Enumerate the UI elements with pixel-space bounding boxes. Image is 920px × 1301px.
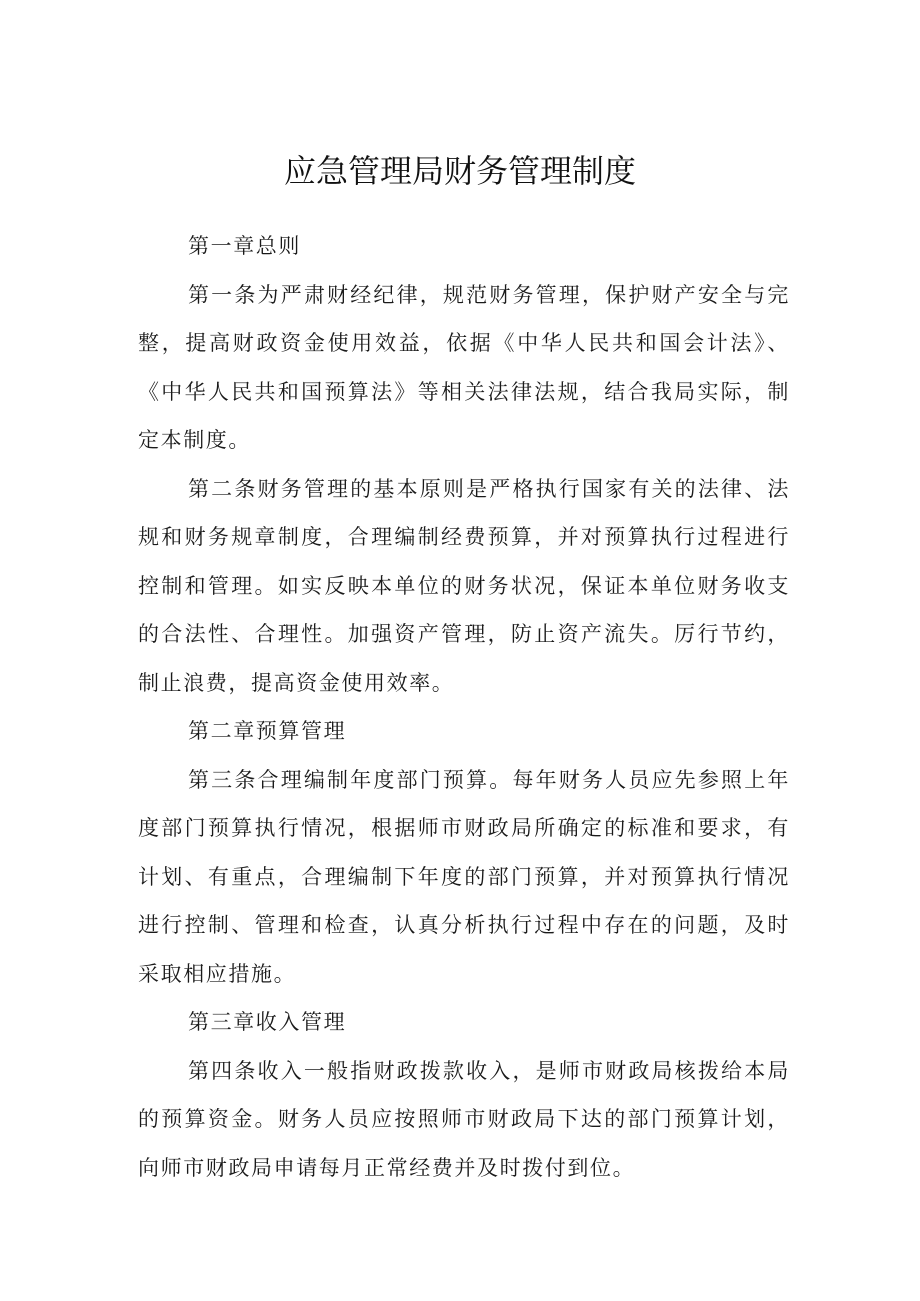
document-title: 应急管理局财务管理制度	[283, 152, 636, 190]
article-2: 第二条财务管理的基本原则是严格执行国家有关的法律、法规和财务规章制度，合理编制经费预算，并对预算执行过程进行控制和管理。如实反映本单位的财务状况，保证本单位财务收支的合法性、合理性。加强资产管理，防止资产流失。厉行节约，制止浪费，提高资金使用效率。	[138, 476, 790, 695]
chapter-heading-1: 第一章总则	[188, 234, 301, 258]
article-4: 第四条收入一般指财政拨款收入，是师市财政局核拨给本局的预算资金。财务人员应按照师市财政局下达的部门预算计划，向师市财政局申请每月正常经费并及时拨付到位。	[138, 1058, 790, 1180]
document-body	[138, 222, 790, 1192]
chapter-heading-3: 第三章收入管理	[188, 1010, 347, 1034]
chapter-heading-2: 第二章预算管理	[188, 719, 347, 743]
article-3: 第三条合理编制年度部门预算。每年财务人员应先参照上年度部门预算执行情况，根据师市财政局所确定的标准和要求，有计划、有重点，合理编制下年度的部门预算，并对预算执行情况进行控制、管理和检查，认真分析执行过程中存在的问题，及时采取相应措施。	[138, 767, 790, 986]
article-1: 第一条为严肃财经纪律，规范财务管理，保护财产安全与完整，提高财政资金使用效益，依据《中华人民共和国会计法》、《中华人民共和国预算法》等相关法律法规，结合我局实际，制定本制度。	[138, 282, 790, 452]
